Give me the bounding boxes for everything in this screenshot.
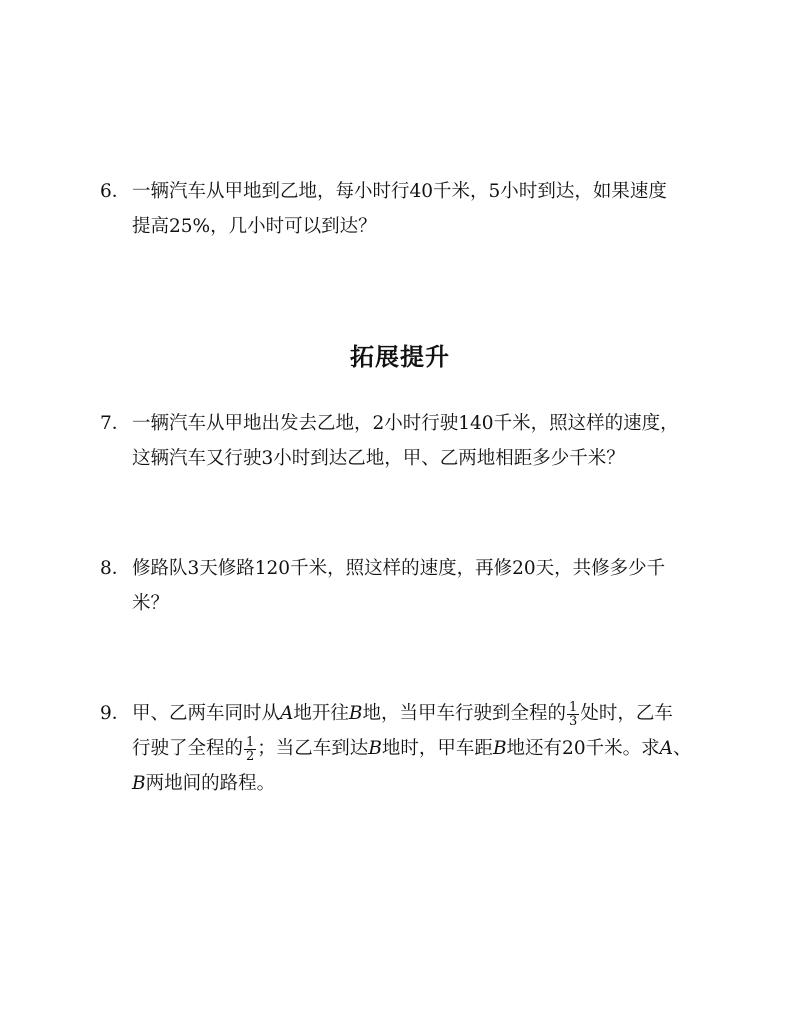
fraction-denominator: 3 bbox=[569, 713, 578, 729]
problem-9-line-1 bbox=[100, 696, 710, 731]
text-run: ；当乙车到达 bbox=[257, 738, 369, 759]
text-run: 、 bbox=[672, 738, 692, 759]
problem-6-line-2: 提高25%，几小时可以到达？ bbox=[132, 216, 377, 237]
problem-number: 7． bbox=[100, 413, 131, 434]
point-label: A bbox=[659, 738, 673, 759]
section-title: 拓展提升 bbox=[350, 343, 450, 371]
point-label: B bbox=[492, 738, 507, 759]
point-label: A bbox=[280, 703, 294, 724]
problem-6-line-1 bbox=[100, 174, 710, 209]
text-run: 甲、乙两车同时从 bbox=[132, 703, 281, 724]
point-label: B bbox=[348, 703, 363, 724]
fraction-one-third bbox=[567, 701, 579, 728]
problem-6 bbox=[100, 174, 710, 244]
fraction-numerator: 1 bbox=[569, 699, 578, 715]
fraction-numerator: 1 bbox=[246, 734, 255, 750]
problem-7-line-1 bbox=[100, 406, 710, 441]
problem-number: 8． bbox=[100, 558, 131, 579]
problem-text: 一辆汽车从甲地出发去乙地，2小时行驶140千米，照这样的速度， bbox=[132, 413, 679, 434]
problem-8-line-1 bbox=[100, 551, 710, 586]
problem-9-line-2 bbox=[100, 731, 710, 766]
text-run: 两地间的路程。 bbox=[145, 773, 276, 794]
problem-7 bbox=[100, 406, 710, 476]
fraction-one-half bbox=[244, 736, 256, 763]
problem-8 bbox=[100, 551, 710, 621]
problem-text: 一辆汽车从甲地到乙地，每小时行40千米，5小时到达，如果速度 bbox=[132, 181, 667, 202]
problem-8-line-2: 米？ bbox=[132, 593, 170, 614]
text-run: 地，当甲车行驶到全程的 bbox=[362, 703, 567, 724]
text-run: 地开往 bbox=[293, 703, 349, 724]
text-run: 处时，乙车 bbox=[580, 703, 673, 724]
problem-7-line-2: 这辆汽车又行驶3小时到达乙地，甲、乙两地相距多少千米？ bbox=[132, 448, 625, 469]
problem-number: 9． bbox=[100, 703, 131, 724]
problem-number: 6． bbox=[100, 181, 131, 202]
problem-9-line-3 bbox=[100, 766, 710, 801]
point-label: B bbox=[368, 738, 382, 759]
text-run: 地还有20千米。求 bbox=[506, 738, 660, 759]
problem-9 bbox=[100, 696, 710, 801]
problem-text: 修路队3天修路120千米，照这样的速度，再修20天，共修多少千 bbox=[132, 558, 666, 579]
point-label: B bbox=[132, 773, 146, 794]
fraction-denominator: 2 bbox=[246, 748, 255, 764]
text-run: 地时，甲车距 bbox=[381, 738, 493, 759]
text-run: 行驶了全程的 bbox=[132, 738, 244, 759]
